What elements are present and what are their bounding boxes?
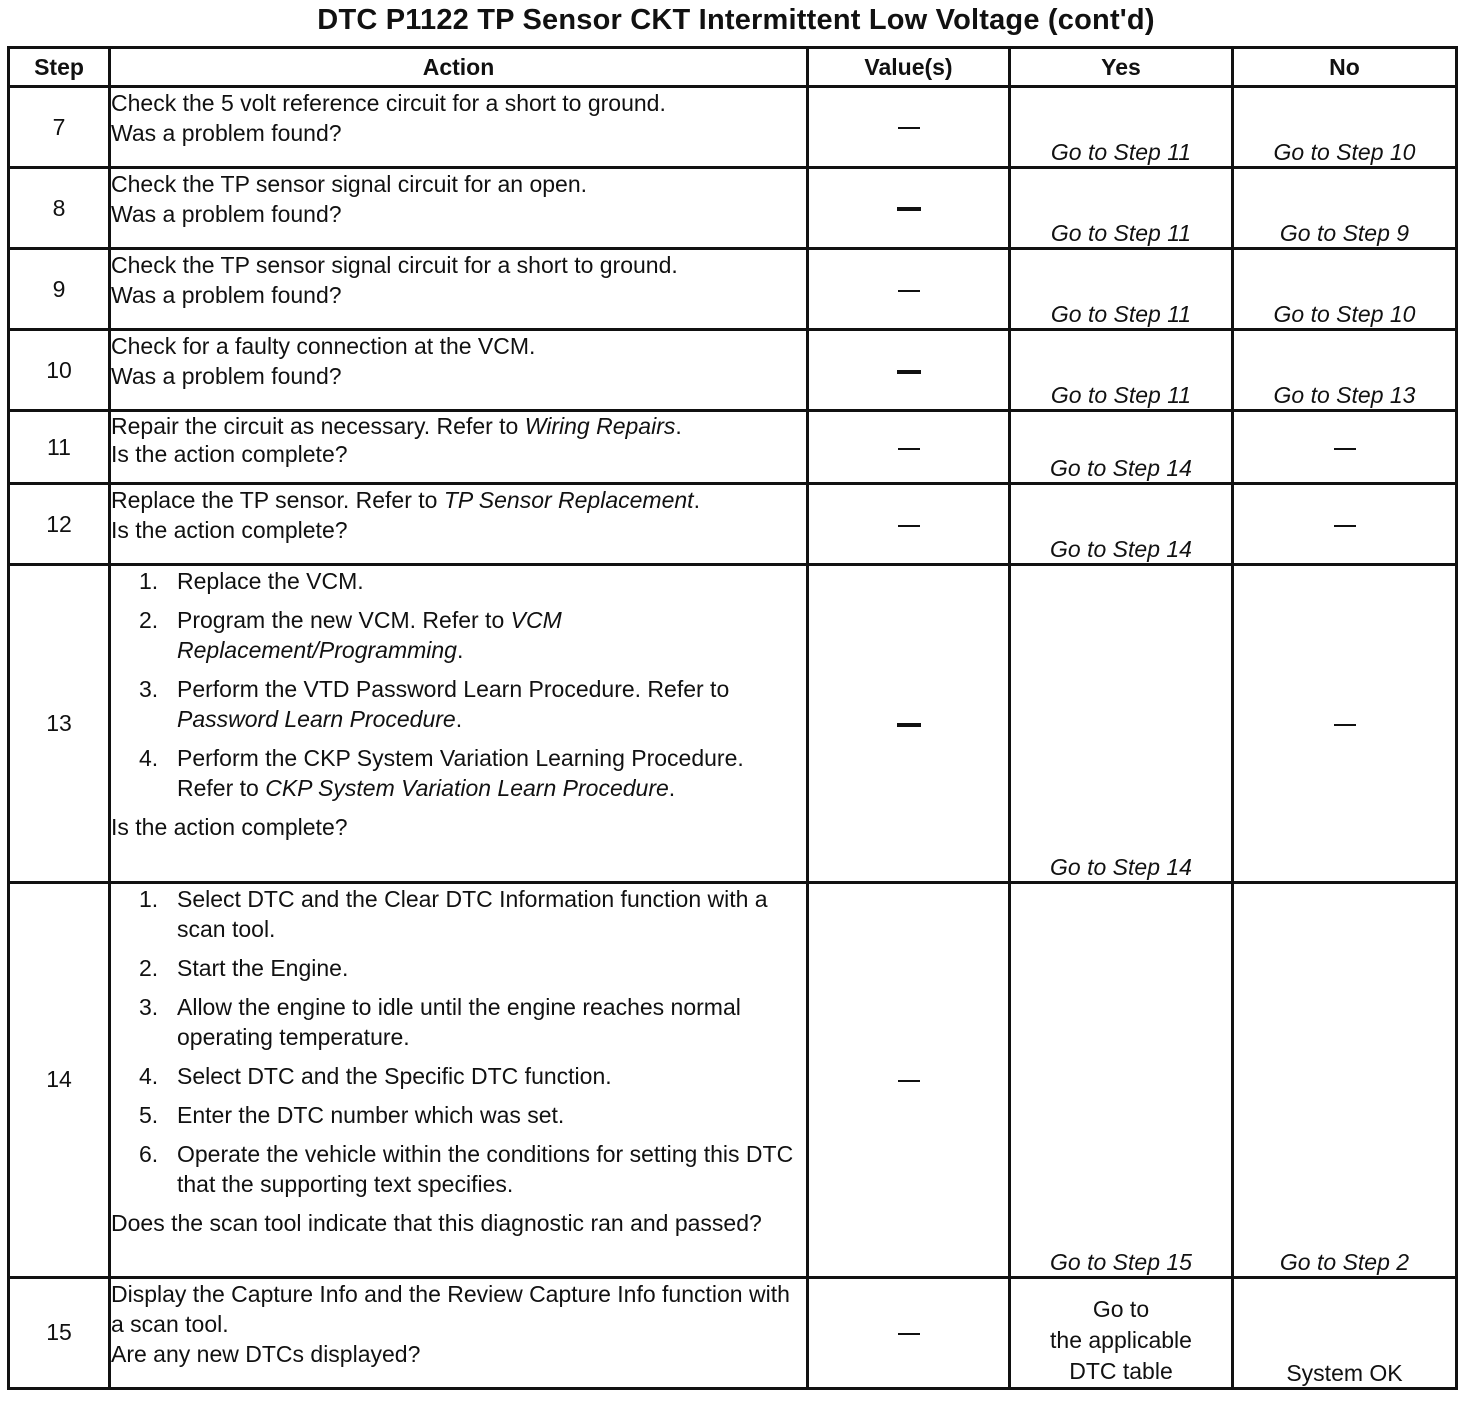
list-item [139, 566, 806, 596]
item-text: Perform the CKP System Variation Learning Procedure. Refer to [177, 745, 744, 802]
yes-cell: Go to Step 15 [1010, 882, 1233, 1277]
item-number: 2. [139, 607, 159, 634]
action-line [111, 412, 806, 440]
action-line [111, 485, 806, 515]
procedure-list [111, 884, 806, 1199]
item-text: Select DTC and the Specific DTC function. [177, 1062, 612, 1089]
no-cell: Go to Step 10 [1233, 87, 1457, 168]
table-row [9, 565, 1457, 882]
dtc-table [7, 46, 1458, 1390]
header-values: Value(s) [808, 48, 1010, 87]
action-cell [110, 484, 808, 565]
value-cell [808, 168, 1010, 249]
no-cell: Go to Step 13 [1233, 330, 1457, 411]
action-cell [110, 249, 808, 330]
item-number: 2. [139, 954, 159, 981]
value-dash [898, 1333, 920, 1335]
no-cell [1233, 565, 1457, 882]
item-number: 1. [139, 885, 159, 912]
action-question: Was a problem found? [111, 363, 342, 390]
table-row [9, 1277, 1457, 1388]
action-question: Does the scan tool indicate that this diagnostic ran and passed? [111, 1209, 762, 1236]
value-dash [898, 127, 920, 129]
yes-cell: Go to Step 11 [1010, 330, 1233, 411]
action-line: Display the Capture Info and the Review Capture Info function with a scan tool. [111, 1280, 790, 1337]
action-line: Check the 5 volt reference circuit for a short to ground. [111, 90, 666, 116]
table-row [9, 882, 1457, 1277]
yes-cell: Go to Step 14 [1010, 565, 1233, 882]
action-cell [110, 411, 808, 484]
item-text: . [456, 637, 464, 664]
action-text: . [675, 413, 682, 440]
item-number: 3. [139, 993, 159, 1020]
yes-cell: Go to Step 14 [1010, 484, 1233, 565]
yes-cell [1010, 1277, 1233, 1388]
value-cell [808, 484, 1010, 565]
action-cell [110, 87, 808, 168]
yes-cell: Go to Step 11 [1010, 249, 1233, 330]
item-text: Replace the VCM. [177, 568, 364, 595]
list-item [139, 953, 806, 983]
value-cell [808, 882, 1010, 1277]
step-number: 7 [9, 87, 110, 168]
action-cell [110, 882, 808, 1277]
step-number: 8 [9, 168, 110, 249]
action-question: Is the action complete? [111, 814, 348, 841]
header-row [9, 48, 1457, 87]
value-dash [898, 1080, 920, 1082]
table-row [9, 411, 1457, 484]
table-row [9, 168, 1457, 249]
step-number: 9 [9, 249, 110, 330]
value-cell [808, 1277, 1010, 1388]
no-cell: System OK [1233, 1277, 1457, 1388]
item-number: 6. [139, 1140, 159, 1167]
yes-cell: Go to Step 14 [1010, 411, 1233, 484]
item-text: . [455, 706, 463, 733]
header-step: Step [9, 48, 110, 87]
action-text: . [693, 487, 700, 514]
yes-line: the applicable [1050, 1327, 1192, 1353]
no-cell: Go to Step 9 [1233, 168, 1457, 249]
list-item [139, 1139, 806, 1199]
action-cell [110, 330, 808, 411]
item-text: Perform the VTD Password Learn Procedure. Refer to [177, 676, 730, 703]
step-number: 11 [9, 411, 110, 484]
reference-link-text: VCM Replacement/Programming [177, 607, 562, 664]
table-row [9, 330, 1457, 411]
value-dash [897, 370, 921, 374]
yes-line: DTC table [1069, 1358, 1173, 1384]
action-line: Check for a faulty connection at the VCM. [111, 333, 536, 360]
item-text: . [668, 775, 676, 802]
no-dash [1334, 525, 1356, 527]
action-question: Is the action complete? [111, 441, 348, 468]
item-number: 3. [139, 676, 159, 703]
item-text: Allow the engine to idle until the engine reaches normal operating temperature. [177, 993, 741, 1050]
table-row [9, 484, 1457, 565]
no-cell [1233, 411, 1457, 484]
list-item [139, 1061, 806, 1091]
list-item [139, 743, 806, 803]
header-no: No [1233, 48, 1457, 87]
value-dash [898, 525, 920, 527]
value-cell [808, 565, 1010, 882]
value-cell [808, 87, 1010, 168]
value-cell [808, 411, 1010, 484]
value-dash [898, 290, 920, 292]
value-dash [897, 207, 921, 211]
item-number: 4. [139, 745, 159, 772]
step-number: 13 [9, 565, 110, 882]
action-question: Is the action complete? [111, 517, 348, 544]
action-cell [110, 168, 808, 249]
action-text: Replace the TP sensor. Refer to [111, 487, 444, 514]
action-text: Repair the circuit as necessary. Refer to [111, 413, 525, 440]
list-item [139, 674, 806, 734]
item-text: Start the Engine. [177, 954, 349, 981]
item-number: 1. [139, 568, 159, 595]
no-cell [1233, 484, 1457, 565]
page-title: DTC P1122 TP Sensor CKT Intermittent Low Voltage (cont'd) [317, 4, 1155, 36]
step-number: 12 [9, 484, 110, 565]
procedure-list [111, 566, 806, 803]
reference-link-text: Password Learn Procedure [177, 706, 456, 733]
value-dash [898, 448, 920, 450]
action-cell [110, 565, 808, 882]
reference-link-text: TP Sensor Replacement [443, 487, 694, 514]
reference-link-text: Wiring Repairs [524, 413, 676, 440]
action-line: Check the TP sensor signal circuit for a short to ground. [111, 252, 678, 279]
list-item [139, 605, 806, 665]
header-action: Action [110, 48, 808, 87]
item-number: 4. [139, 1062, 159, 1089]
value-cell [808, 330, 1010, 411]
step-number: 10 [9, 330, 110, 411]
list-item [139, 992, 806, 1052]
action-question: Was a problem found? [111, 120, 342, 146]
value-dash [897, 723, 921, 727]
action-cell [110, 1277, 808, 1388]
yes-cell: Go to Step 11 [1010, 168, 1233, 249]
table-row [9, 249, 1457, 330]
yes-cell: Go to Step 11 [1010, 87, 1233, 168]
item-text: Operate the vehicle within the conditions for setting this DTC that the supporting text specifies. [177, 1140, 794, 1197]
no-dash [1334, 724, 1356, 726]
step-number: 15 [9, 1277, 110, 1388]
no-cell: Go to Step 2 [1233, 882, 1457, 1277]
action-question: Was a problem found? [111, 201, 342, 228]
no-cell: Go to Step 10 [1233, 249, 1457, 330]
no-dash [1334, 448, 1356, 450]
header-yes: Yes [1010, 48, 1233, 87]
action-question: Was a problem found? [111, 282, 342, 309]
item-text: Enter the DTC number which was set. [177, 1101, 565, 1128]
item-number: 5. [139, 1101, 159, 1128]
item-text: Select DTC and the Clear DTC Information function with a scan tool. [177, 885, 768, 942]
table-row [9, 87, 1457, 168]
step-number: 14 [9, 882, 110, 1277]
item-text: Program the new VCM. Refer to [177, 607, 511, 634]
list-item [139, 1100, 806, 1130]
reference-link-text: CKP System Variation Learn Procedure [265, 775, 669, 802]
yes-line: Go to [1092, 1296, 1150, 1322]
value-cell [808, 249, 1010, 330]
action-line: Check the TP sensor signal circuit for an open. [111, 171, 588, 198]
list-item [139, 884, 806, 944]
action-question: Are any new DTCs displayed? [111, 1340, 421, 1367]
